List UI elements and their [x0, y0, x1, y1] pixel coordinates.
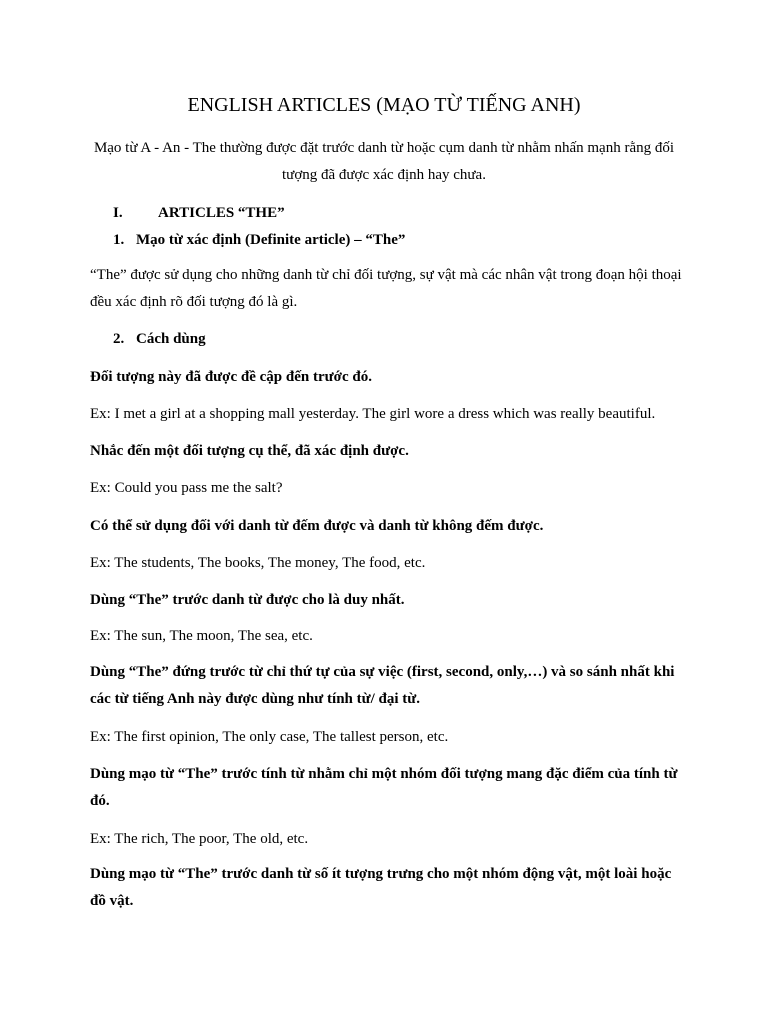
section-title: ARTICLES “THE” [158, 205, 285, 221]
usage-rule: Dùng “The” trước danh từ được cho là duy nhất. [90, 592, 405, 608]
document-title: ENGLISH ARTICLES (MẠO TỪ TIẾNG ANH) [187, 94, 581, 116]
section-number: I. [113, 205, 123, 221]
subheading-number: 1. [113, 232, 125, 248]
subheading-definite-article [113, 229, 405, 251]
usage-rule: Có thể sử dụng đối với danh từ đếm được và danh từ không đếm được. [90, 518, 544, 534]
usage-example: Ex: The students, The books, The money, The food, etc. [90, 555, 426, 571]
subheading-number: 2. [113, 331, 125, 347]
subheading-usage [113, 328, 206, 350]
usage-example: Ex: The first opinion, The only case, The tallest person, etc. [90, 729, 449, 745]
usage-rule: Đối tượng này đã được đề cập đến trước đó. [90, 369, 372, 385]
usage-rule: Dùng mạo từ “The” trước danh từ số ít tượng trưng cho một nhóm động vật, một loài hoặc đồ vật. [90, 866, 672, 909]
usage-example: Ex: The rich, The poor, The old, etc. [90, 831, 309, 847]
subheading-title: Cách dùng [136, 331, 206, 347]
usage-rule: Dùng “The” đứng trước từ chỉ thứ tự của sự việc (first, second, only,…) và so sánh nhất khi các từ tiếng Anh này được dùng như tính từ/ đại từ. [90, 664, 675, 707]
section-heading-articles-the [113, 202, 285, 224]
usage-example: Ex: I met a girl at a shopping mall yesterday. The girl wore a dress which was really beautiful. [90, 406, 656, 422]
intro-paragraph: Mạo từ A - An - The thường được đặt trước danh từ hoặc cụm danh từ nhằm nhấn mạnh rằng đối tượng đã được xác định hay chưa. [93, 140, 675, 183]
usage-rule: Dùng mạo từ “The” trước tính từ nhằm chỉ một nhóm đối tượng mang đặc điểm của tính từ đó. [90, 766, 678, 809]
usage-example: Ex: Could you pass me the salt? [90, 480, 283, 496]
usage-example: Ex: The sun, The moon, The sea, etc. [90, 628, 313, 644]
usage-rule: Nhắc đến một đối tượng cụ thể, đã xác định được. [90, 443, 409, 459]
definition-paragraph: “The” được sử dụng cho những danh từ chỉ đối tượng, sự vật mà các nhân vật trong đoạn hội thoại đều xác định rõ đối tượng đó là gì. [90, 267, 682, 310]
subheading-title: Mạo từ xác định (Definite article) – “The” [136, 232, 406, 248]
